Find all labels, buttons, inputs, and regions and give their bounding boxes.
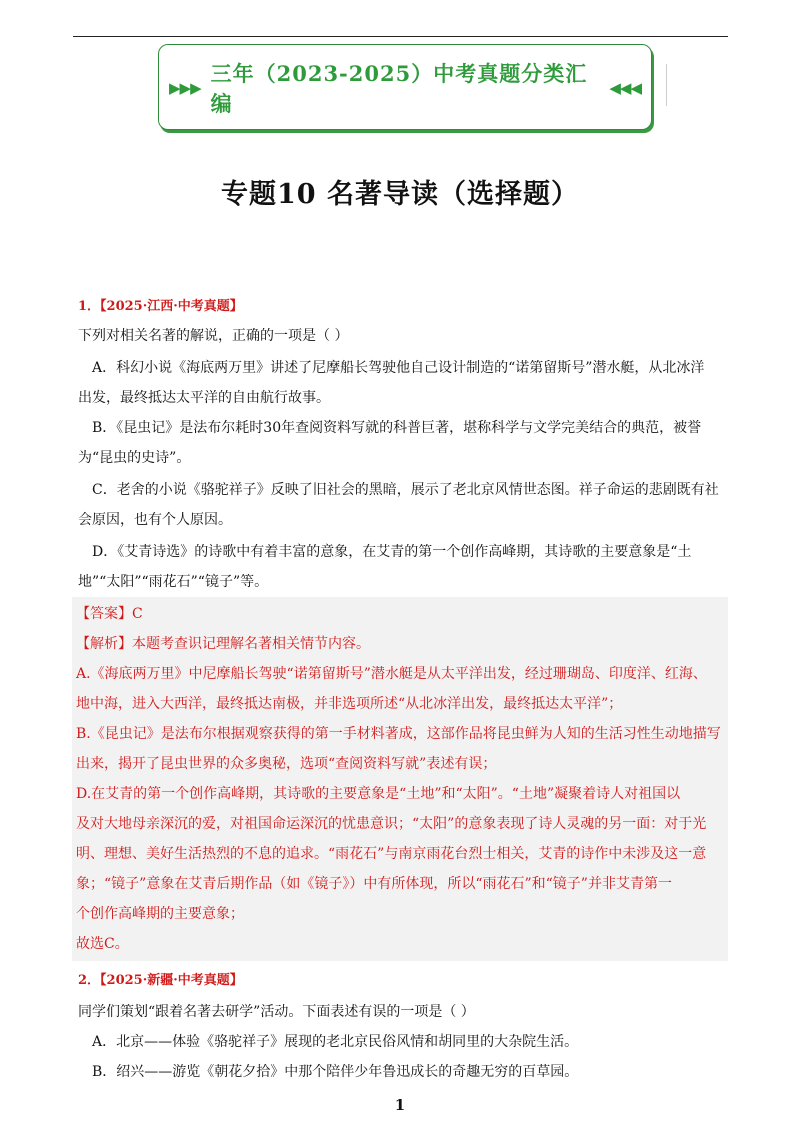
option-d-line-1: D．《艾青诗选》的诗歌中有着丰富的意象，在艾青的第一个创作高峰期，其诗歌的主要意象是“土 <box>92 544 692 560</box>
banner-title: 三年（2023-2025）中考真题分类汇编 <box>210 61 588 116</box>
page-number: 1 <box>394 1096 406 1114</box>
option-c-line-2: 会原因，也有个人原因。 <box>78 512 232 528</box>
analysis-line: 象；“镜子”意象在艾青后期作品（如《镜子》）中有所体现，所以“雨花石”和“镜子”并非艾青第一 <box>76 876 672 892</box>
question-1-stem: 下列对相关名著的解说，正确的一项是（ ） <box>78 328 349 344</box>
question-2-stem: 同学们策划“跟着名著去研学”活动。下面表述有误的一项是（ ） <box>78 1004 475 1020</box>
option-d-line-2: 地”“太阳”“雨花石”“镜子”等。 <box>78 574 269 590</box>
analysis-line: 出来，揭开了昆虫世界的众多奥秘，选项“查阅资料写就”表述有误； <box>76 756 497 772</box>
analysis-line: 及对大地母亲深沉的爱，对祖国命运深沉的忧患意识；“太阳”的意象表现了诗人灵魂的另一面：对于光 <box>76 816 707 832</box>
q2-option-b: B．绍兴——游览《朝花夕拾》中那个陪伴少年鲁迅成长的奇趣无穷的百草园。 <box>92 1064 579 1080</box>
analysis-line: 个创作高峰期的主要意象； <box>76 906 244 922</box>
question-1-header: 1．【2025·江西·中考真题】 <box>78 299 243 314</box>
analysis-line: D.在艾青的第一个创作高峰期，其诗歌的主要意象是“土地”和“太阳”。“土地”凝聚着诗人对祖国以 <box>76 786 681 802</box>
answer-label: 【答案】C <box>76 606 143 622</box>
q2-option-a: A．北京——体验《骆驼祥子》展现的老北京民俗风情和胡同里的大杂院生活。 <box>92 1034 579 1050</box>
analysis-line: B.《昆虫记》是法布尔根据观察获得的第一手材料著成，这部作品将昆虫鲜为人知的生活习性生动地描写 <box>76 726 721 742</box>
page-title: 专题10 名著导读（选择题） <box>221 179 579 210</box>
option-b-line-2: 为“昆虫的史诗”。 <box>78 450 191 466</box>
option-a-line-2: 出发，最终抵达太平洋的自由航行故事。 <box>78 390 330 406</box>
banner-divider <box>666 64 667 106</box>
option-c-line-1: C．老舍的小说《骆驼祥子》反映了旧社会的黑暗，展示了老北京风情世态图。祥子命运的悲剧既有社 <box>92 482 719 498</box>
option-a-line-1: A．科幻小说《海底两万里》讲述了尼摩船长驾驶他自己设计制造的“诺第留斯号”潜水艇，从北冰洋 <box>92 360 705 376</box>
right-arrows-icon: ▶▶▶ <box>169 79 201 97</box>
option-b-line-1: B．《昆虫记》是法布尔耗时30年查阅资料写就的科普巨著，堪称科学与文学完美结合的典范，被誉 <box>92 420 702 436</box>
analysis-line: 【解析】本题考查识记理解名著相关情节内容。 <box>76 636 370 652</box>
top-rule <box>73 36 728 37</box>
question-2-header: 2．【2025·新疆·中考真题】 <box>78 973 243 988</box>
analysis-line: A.《海底两万里》中尼摩船长驾驶“诺第留斯号”潜水艇是从太平洋出发，经过珊瑚岛、印度洋、红海、 <box>76 666 707 682</box>
left-arrows-icon: ◀◀◀ <box>609 79 641 97</box>
analysis-line: 故选C。 <box>76 936 129 952</box>
analysis-line: 地中海，进入大西洋，最终抵达南极，并非选项所述“从北冰洋出发，最终抵达太平洋”； <box>76 696 623 712</box>
series-banner <box>158 44 652 130</box>
analysis-line: 明、理想、美好生活热烈的不息的追求。“雨花石”与南京雨花台烈士相关，艾青的诗作中未涉及这一意 <box>76 846 707 862</box>
